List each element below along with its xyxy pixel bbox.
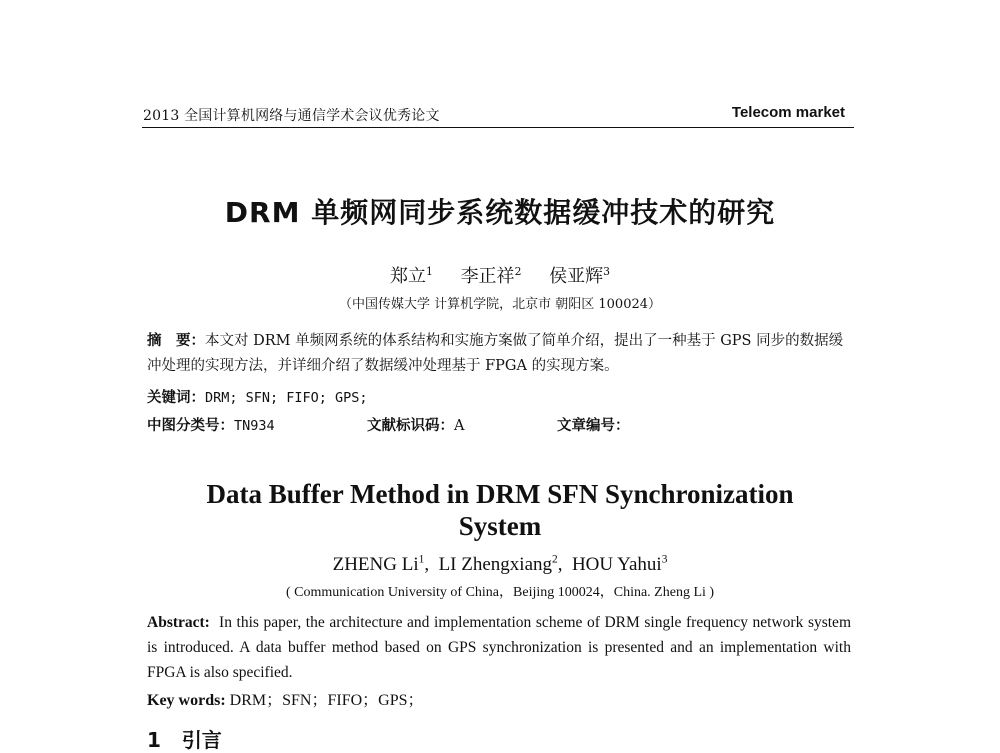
section-heading <box>147 724 222 753</box>
abstract-text: 本文对 DRM 单频网系统的体系结构和实施方案做了简单介绍，提出了一种基于 GPS 同步的数据缓冲处理的实现方法，并详细介绍了数据缓冲处理基于 FPGA 的实现方案。 <box>147 333 844 374</box>
chinese-authors <box>0 262 1000 288</box>
doc-code-label: 文献标识码： <box>367 418 454 434</box>
author-sup: 2 <box>552 553 558 566</box>
english-authors: ZHENG Li$^1$, LI Zhengxiang$^2$, HOU Yahui$^3$ <box>332 553 668 575</box>
chinese-keywords <box>147 386 368 407</box>
section-title: 引言 <box>181 728 222 752</box>
doc-code-value: A <box>454 418 465 434</box>
english-title-line2: System <box>458 511 542 541</box>
chinese-title: DRM 单频网同步系统数据缓冲技术的研究 <box>224 196 776 229</box>
header-rule <box>142 127 854 128</box>
author-sup: 3 <box>661 553 668 566</box>
keywords-label: 关键词： <box>147 390 205 406</box>
article-no-label: 文章编号： <box>557 418 630 434</box>
english-abstract <box>147 610 851 685</box>
running-header-left: 2013 全国计算机网络与通信学术会议优秀论文 <box>143 108 440 124</box>
section-number: 1 <box>147 728 161 752</box>
author-name: ZHENG Li <box>332 554 419 575</box>
keywords-text: DRM; SFN; FIFO; GPS; <box>205 390 368 406</box>
author-sup: 3 <box>603 265 611 278</box>
author-sup: 1 <box>418 553 425 566</box>
author-sup: 1 <box>425 265 433 278</box>
english-keywords <box>147 687 424 710</box>
keywords-label: Key words: <box>147 692 226 709</box>
author-name: HOU Yahui <box>571 554 662 575</box>
english-affiliation: ( Communication University of China，Beijing 100024，China. Zheng Li ) <box>285 585 715 600</box>
chinese-abstract <box>147 329 847 379</box>
article-number <box>557 414 630 435</box>
chinese-affiliation: （中国传媒大学 计算机学院，北京市 朝阳区 100024） <box>338 297 662 312</box>
running-header-right: Telecom market <box>731 104 845 121</box>
classification-row <box>147 414 275 435</box>
author-sup: 2 <box>514 265 522 278</box>
abstract-label: Abstract: <box>147 614 210 631</box>
english-title-line1: Data Buffer Method in DRM SFN Synchronization <box>206 479 794 509</box>
doc-code <box>367 414 464 435</box>
abstract-label: 摘 要： <box>147 333 205 349</box>
abstract-text: In this paper, the architecture and implementation scheme of DRM single frequency network system is introduced. A data buffer method based on GPS synchronization is presented and an implementation with FPGA is also specified. <box>147 614 851 681</box>
english-title <box>0 478 1000 542</box>
author-name: 侯亚辉 <box>549 266 604 287</box>
keywords-text: DRM；SFN；FIFO；GPS； <box>229 692 424 709</box>
clc-label: 中图分类号： <box>147 418 234 434</box>
author-name: 郑立 <box>389 266 426 287</box>
author-name: LI Zhengxiang <box>438 554 552 575</box>
author-name: 李正祥 <box>460 266 515 287</box>
clc-value: TN934 <box>234 418 275 434</box>
